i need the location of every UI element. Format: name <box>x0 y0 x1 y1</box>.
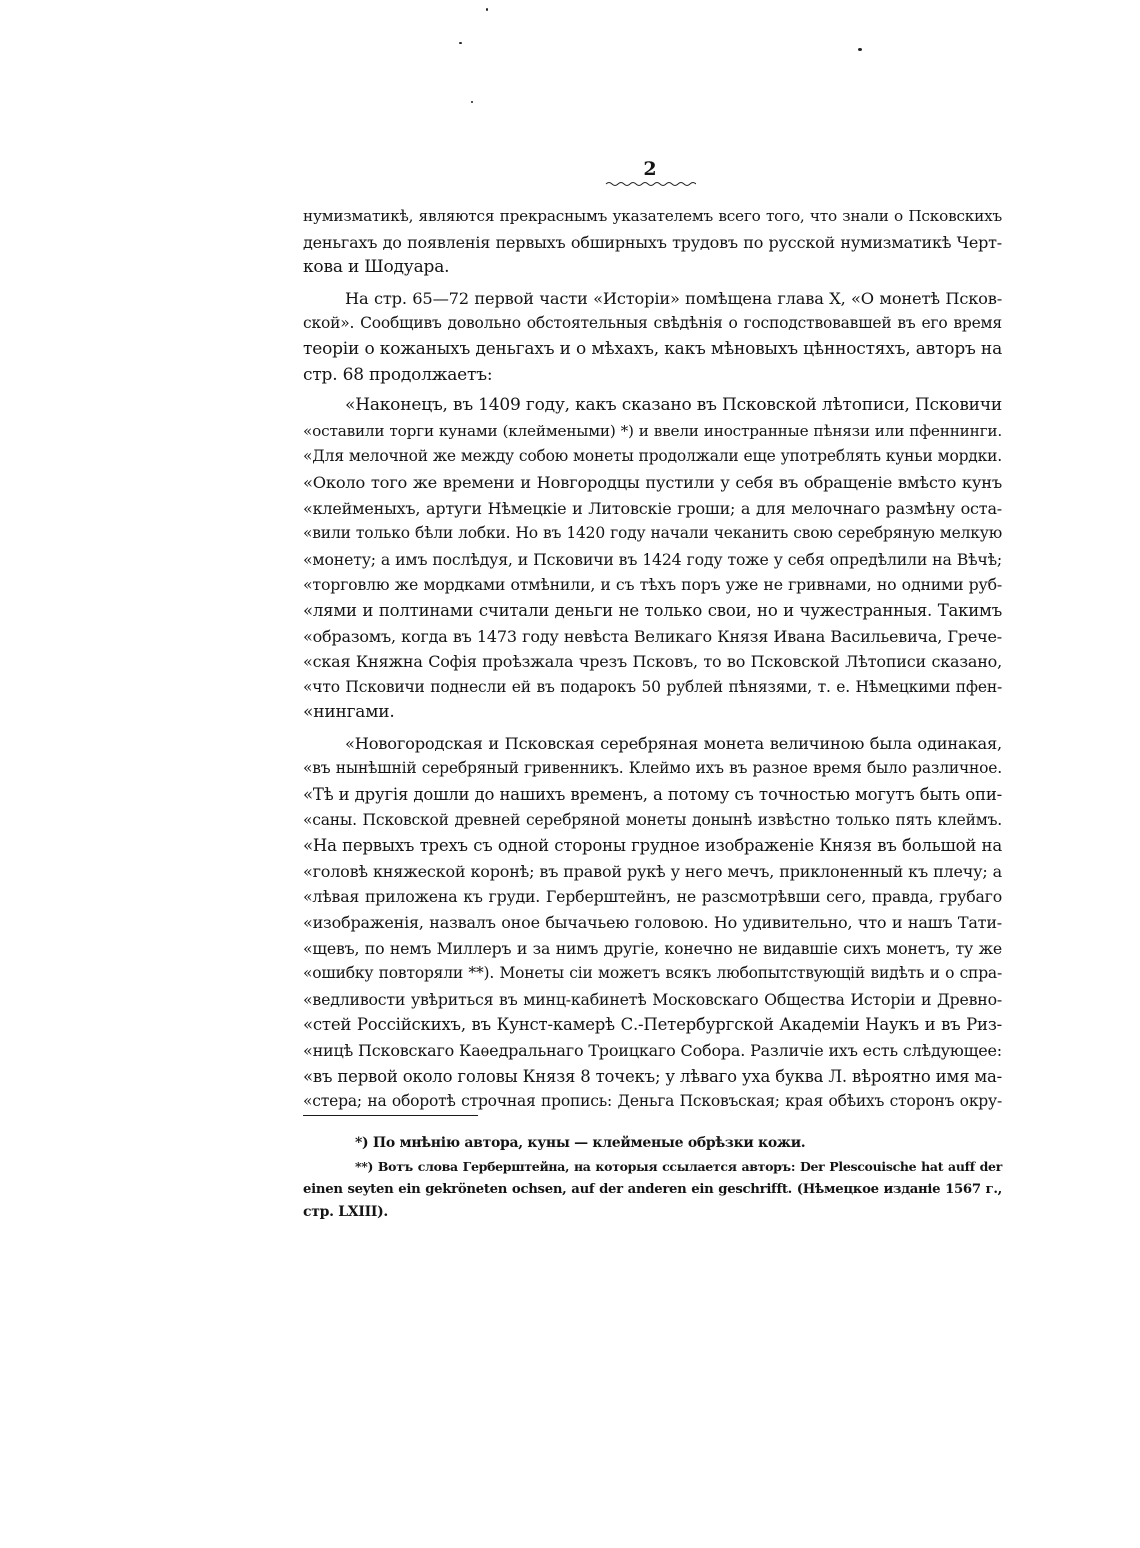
footnote-rule <box>303 1115 478 1116</box>
text-line: «въ первой около головы Князя 8 точекъ; у лѣваго уха буква Л. вѣроятно имя ма- <box>303 1066 1002 1086</box>
scan-speck <box>858 48 862 51</box>
text-line: «ская Княжна Софія проѣзжала чрезъ Псковъ, то во Псковской Лѣтописи сказано, <box>303 652 1002 672</box>
text-line: На стр. 65—72 первой части «Исторіи» помѣщена глава X, «О монетѣ Псков- <box>345 288 1002 308</box>
text-line: «вили только бѣли лобки. Но въ 1420 году начали чеканить свою серебряную мелкую <box>303 524 1002 543</box>
text-line: «ницѣ Псковскаго Каѳедральнаго Троицкаго Собора. Различіе ихъ есть слѣдующее: <box>303 1041 1002 1060</box>
text-line: «головѣ княжеской коронѣ; въ правой рукѣ у него мечъ, приклоненный къ плечу; а <box>303 861 1002 881</box>
text-line: «ошибку повторяли **). Монеты сіи можетъ всякъ любопытствующій видѣть и о спра- <box>303 964 1002 983</box>
page-number-flourish <box>604 180 696 188</box>
text-line: «лями и полтинами считали деньги не только свои, но и чужестранныя. Такимъ <box>303 600 1002 620</box>
text-line: «клейменыхъ, артуги Нѣмецкіе и Литовскіе гроши; а для мелочнаго размѣну оста- <box>303 498 1002 518</box>
main-text <box>303 204 1002 1115</box>
footnote-line: einen seyten ein gekröneten ochsen, auf der anderen ein geschrifft. (Нѣмецкое изданіе 1567 г., <box>303 1182 1002 1197</box>
text-line: «стей Россійскихъ, въ Кунст-камерѣ С.-Петербургской Академіи Наукъ и въ Риз- <box>303 1015 1002 1035</box>
text-line: «лѣвая приложена къ груди. Герберштейнъ, не разсмотрѣвши сего, правда, грубаго <box>303 887 1002 907</box>
scan-speck <box>486 8 488 11</box>
text-line: ской». Сообщивъ довольно обстоятельныя свѣдѣнія о господствовавшей въ его время <box>303 314 1002 333</box>
footnote-line: **) Вотъ слова Герберштейна, на которыя ссылается авторъ: Der Plescouische hat auff der <box>355 1159 1002 1174</box>
text-line: «щевъ, по немъ Миллеръ и за нимъ другіе, конечно не видавшіе сихъ монетъ, ту же <box>303 938 1002 958</box>
text-line: «стера; на оборотѣ строчная пропись: Деньга Псковъская; края обѣихъ сторонъ окру- <box>303 1092 1002 1111</box>
text-line: «нингами. <box>303 702 395 723</box>
text-line: теоріи о кожаныхъ деньгахъ и о мѣхахъ, какъ мѣновыхъ цѣнностяхъ, авторъ на <box>303 338 1002 359</box>
text-line: «торговлю же мордками отмѣнили, и съ тѣхъ поръ уже не гривнами, но одними руб- <box>303 575 1002 595</box>
page-number-text: 2 <box>643 158 657 180</box>
text-line: «На первыхъ трехъ съ одной стороны грудное изображеніе Князя въ большой на <box>303 836 1002 856</box>
text-line: кова и Шодуара. <box>303 257 450 278</box>
text-line: «Новогородская и Псковская серебряная монета величиною была одинакая, <box>345 733 1002 753</box>
text-line: «монету; а имъ послѣдуя, и Псковичи въ 1424 году тоже у себя опредѣлили на Вѣчѣ; <box>303 549 1002 569</box>
scan-speck <box>459 42 462 44</box>
text-line: «въ нынѣшній серебряный гривенникъ. Клеймо ихъ въ разное время было различное. <box>303 759 1002 778</box>
text-line: «оставили торги кунами (клеймеными) *) и ввели иностранные пѣнязи или пфеннинги. <box>303 421 1002 440</box>
footnote-line: стр. LXIII). <box>303 1204 388 1220</box>
text-line: деньгахъ до появленія первыхъ обширныхъ трудовъ по русской нумизматикѣ Черт- <box>303 232 1002 252</box>
text-line: «Тѣ и другія дошли до нашихъ временъ, а потому съ точностью могутъ быть опи- <box>303 785 1002 805</box>
text-line: «ведливости увѣриться въ минц-кабинетѣ Московскаго Общества Исторіи и Древно- <box>303 989 1002 1009</box>
text-line: «что Псковичи поднесли ей въ подарокъ 50 рублей пѣнязями, т. е. Нѣмецкими пфен- <box>303 677 1002 696</box>
text-line: «Для мелочной же между собою монеты продолжали еще употреблять куньи мордки. <box>303 447 1002 466</box>
scan-speck <box>471 101 473 103</box>
text-line: «изображенія, назвалъ оное бычачьею головою. Но удивительно, что и нашъ Тати- <box>303 913 1002 933</box>
text-line: нумизматикѣ, являются прекраснымъ указателемъ всего того, что знали о Псковскихъ <box>303 207 1002 225</box>
text-line: стр. 68 продолжаетъ: <box>303 364 493 385</box>
footnote-line: *) По мнѣнію автора, куны — клейменые обрѣзки кожи. <box>355 1135 806 1151</box>
text-line: «саны. Псковской древней серебряной монеты донынѣ извѣстно только пять клеймъ. <box>303 810 1002 829</box>
text-line: «Наконецъ, въ 1409 году, какъ сказано въ Псковской лѣтописи, Псковичи <box>345 395 1002 416</box>
text-line: «образомъ, когда въ 1473 году невѣста Великаго Князя Ивана Васильевича, Грече- <box>303 626 1002 646</box>
page-number <box>600 158 700 188</box>
text-line: «Около того же времени и Новгородцы пустили у себя въ обращеніе вмѣсто кунъ <box>303 472 1002 492</box>
footnotes <box>303 1132 1002 1224</box>
